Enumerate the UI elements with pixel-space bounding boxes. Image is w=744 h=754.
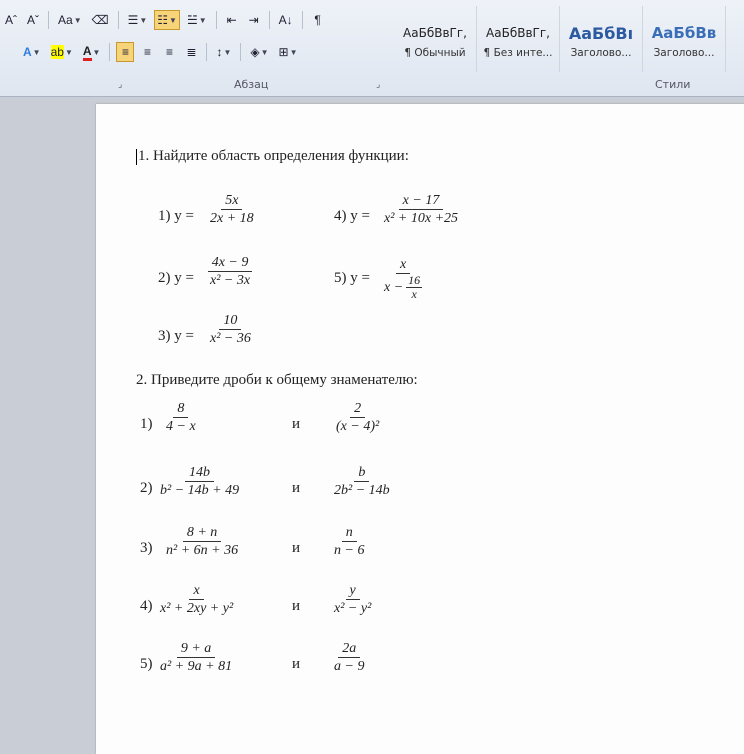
chevron-down-icon: ▼ — [223, 47, 232, 57]
pair-5-label: 5) — [140, 656, 153, 672]
separator — [302, 11, 303, 29]
decrease-indent-icon: ⇤ — [226, 13, 237, 27]
pair-4-second-fraction — [330, 582, 375, 617]
numerator: 10 — [219, 312, 241, 330]
func-5-label: 5) y = — [334, 270, 370, 286]
task-1-text: 1. Найдите область определения функции: — [138, 148, 409, 164]
pair-1-label: 1) — [140, 416, 153, 432]
numerator: 5x — [221, 192, 242, 210]
change-case-label: Aa — [58, 13, 73, 27]
pair-2-first-fraction — [156, 464, 243, 499]
dialog-launcher-icon[interactable]: ⌟ — [118, 80, 123, 90]
numerator: x — [189, 582, 203, 600]
conjunction: и — [292, 598, 301, 614]
bullets-button[interactable] — [125, 10, 151, 30]
pair-4-first-fraction — [156, 582, 237, 617]
separator — [206, 43, 207, 61]
denominator: 4 − x — [166, 419, 196, 434]
justify-icon: ≣ — [186, 45, 197, 59]
clear-format-icon: ⌫ — [91, 13, 109, 27]
chevron-down-icon: ▼ — [139, 15, 148, 25]
pair-3-second-fraction — [330, 524, 368, 559]
paragraph-group-label: Абзац — [234, 78, 269, 91]
shrink-font-button[interactable]: Aˇ — [27, 13, 39, 27]
func-2-label: 2) y = — [158, 270, 194, 286]
denominator: n − 6 — [334, 543, 365, 558]
pair-2-label: 2) — [140, 480, 153, 496]
numerator: 14b — [185, 464, 214, 482]
style-heading-1[interactable] — [560, 6, 643, 72]
numerator: x − 17 — [399, 192, 444, 210]
func-3-fraction — [206, 312, 255, 347]
numerator: y — [346, 582, 360, 600]
borders-icon: ⊞ — [278, 45, 289, 59]
ribbon-row-1 — [0, 8, 329, 32]
sort-button[interactable]: A↓ — [278, 13, 293, 27]
numerator: n — [342, 524, 357, 542]
style-no-spacing[interactable] — [477, 6, 560, 72]
pair-4-label: 4) — [140, 598, 153, 614]
numerator: 9 + a — [177, 640, 215, 658]
chevron-down-icon: ▼ — [260, 47, 269, 57]
denominator: x² + 2xy + y² — [160, 601, 234, 616]
numerator: 2a — [338, 640, 360, 658]
func-4-fraction — [380, 192, 462, 227]
align-left-icon: ≡ — [121, 45, 129, 59]
multilevel-list-button[interactable] — [184, 10, 210, 30]
separator — [240, 43, 241, 61]
shading-button[interactable] — [247, 42, 271, 62]
inner-numerator: 16 — [408, 273, 421, 287]
highlighter-icon: ab — [50, 45, 64, 59]
numerator: b — [354, 464, 369, 482]
chevron-down-icon: ▼ — [92, 47, 101, 57]
align-right-button[interactable] — [160, 42, 178, 62]
numerator: 2 — [350, 400, 365, 418]
denominator-complex — [380, 274, 426, 301]
style-sample: АаБбВвГг, — [486, 26, 550, 40]
clear-format-button[interactable] — [89, 10, 112, 30]
font-color-button[interactable] — [80, 42, 104, 62]
style-sample: АаБбВв — [651, 24, 717, 42]
conjunction: и — [292, 540, 301, 556]
denominator: a − 9 — [334, 659, 365, 674]
task-2-heading: 2. Приведите дроби к общему знаменателю: — [136, 372, 418, 388]
denominator: x² − y² — [334, 601, 372, 616]
pair-3-first-fraction — [162, 524, 242, 559]
change-case-button[interactable] — [55, 10, 85, 30]
decrease-indent-button[interactable] — [223, 10, 241, 30]
func-5-fraction — [380, 256, 426, 301]
ribbon — [0, 0, 744, 97]
style-normal[interactable] — [394, 6, 477, 72]
multilevel-list-icon: ☱ — [186, 13, 198, 27]
numerator: 4x − 9 — [208, 254, 253, 272]
conjunction: и — [292, 480, 301, 496]
separator — [109, 43, 110, 61]
func-4-label: 4) y = — [334, 208, 370, 224]
func-1-fraction — [206, 192, 258, 227]
chevron-down-icon: ▼ — [64, 47, 73, 57]
text-effects-button[interactable] — [20, 42, 44, 62]
denominator: n² + 6n + 36 — [166, 543, 239, 558]
denominator: x² − 3x — [210, 273, 251, 288]
increase-indent-button[interactable] — [245, 10, 263, 30]
denominator: 2x + 18 — [210, 211, 254, 226]
denominator: x² + 10x +25 — [384, 211, 459, 226]
chevron-down-icon: ▼ — [73, 15, 82, 25]
align-left-button[interactable] — [116, 42, 134, 62]
styles-group-label: Стили — [655, 78, 691, 91]
dialog-launcher-icon[interactable]: ⌟ — [376, 80, 381, 90]
line-spacing-button[interactable] — [213, 42, 234, 62]
document-page[interactable] — [96, 104, 744, 754]
justify-button[interactable] — [182, 42, 200, 62]
align-right-icon: ≡ — [165, 45, 173, 59]
styles-gallery — [394, 6, 726, 72]
style-name: ¶ Обычный — [404, 47, 466, 59]
func-3-label: 3) y = — [158, 328, 194, 344]
inner-denominator: x — [411, 287, 417, 301]
pair-5-first-fraction — [156, 640, 236, 675]
numerator: 8 + n — [183, 524, 221, 542]
func-1-label: 1) y = — [158, 208, 194, 224]
font-color-icon: A — [83, 44, 92, 61]
text-cursor — [136, 149, 137, 165]
line-spacing-icon: ↕ — [216, 45, 223, 59]
style-sample: АаБбВı — [568, 23, 634, 43]
chevron-down-icon: ▼ — [32, 47, 41, 57]
numbering-icon: ☷ — [157, 13, 169, 27]
separator — [216, 11, 217, 29]
numerator: x — [396, 256, 410, 274]
style-name: ¶ Без инте... — [483, 47, 553, 59]
separator — [118, 11, 119, 29]
style-name: Заголово... — [570, 47, 632, 59]
show-marks-button[interactable]: ¶ — [314, 13, 321, 27]
paint-bucket-icon: ◈ — [250, 45, 260, 59]
pair-1-second-fraction — [332, 400, 383, 435]
denominator: (x − 4)² — [336, 419, 380, 434]
separator — [48, 11, 49, 29]
borders-button[interactable] — [276, 42, 301, 62]
chevron-down-icon: ▼ — [169, 15, 177, 25]
task-1-heading — [136, 148, 409, 165]
increase-indent-icon: ⇥ — [248, 13, 259, 27]
bullets-icon: ☰ — [127, 13, 139, 27]
inner-fraction — [406, 274, 422, 301]
numbering-button[interactable] — [154, 10, 180, 30]
pair-1-first-fraction — [162, 400, 200, 435]
pair-5-second-fraction — [330, 640, 368, 675]
conjunction: и — [292, 416, 301, 432]
align-center-button[interactable] — [138, 42, 156, 62]
denominator: b² − 14b + 49 — [160, 483, 240, 498]
style-name: Заголово... — [653, 47, 715, 59]
pair-3-label: 3) — [140, 540, 153, 556]
conjunction: и — [292, 656, 301, 672]
chevron-down-icon: ▼ — [198, 15, 207, 25]
ribbon-row-2 — [18, 40, 303, 64]
pair-2-second-fraction — [330, 464, 394, 499]
denominator: a² + 9a + 81 — [160, 659, 233, 674]
denominator: x² − 36 — [210, 331, 251, 346]
style-heading-2[interactable] — [643, 6, 726, 72]
grow-font-button[interactable]: Aˆ — [5, 13, 17, 27]
numerator: 8 — [173, 400, 188, 418]
func-2-fraction — [206, 254, 254, 289]
denominator-prefix: x − — [384, 280, 404, 295]
separator — [269, 11, 270, 29]
highlight-button[interactable] — [48, 42, 76, 62]
text-effects-icon: A — [23, 45, 32, 59]
chevron-down-icon: ▼ — [289, 47, 298, 57]
denominator: 2b² − 14b — [334, 483, 390, 498]
style-sample: АаБбВвГг, — [403, 26, 467, 40]
align-center-icon: ≡ — [143, 45, 151, 59]
